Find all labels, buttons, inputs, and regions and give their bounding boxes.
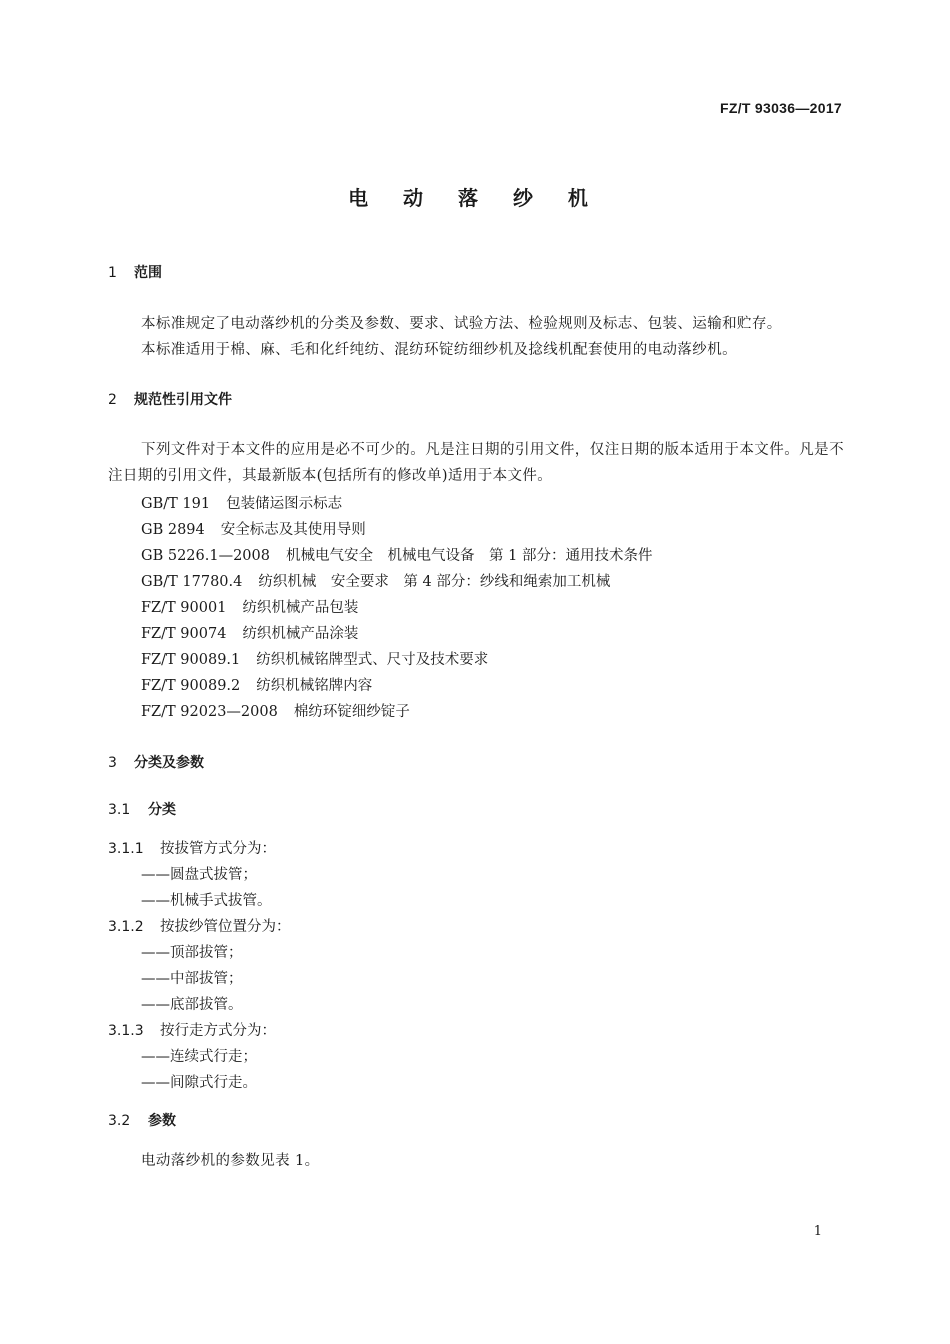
section-2-heading [108,389,232,409]
reference-code: GB/T 191 [141,496,211,512]
section-title: 分类及参数 [134,755,204,771]
clause-number: 3.1.3 [108,1023,144,1039]
reference-item [141,674,372,695]
reference-item [141,518,366,539]
reference-code: FZ/T 90074 [141,626,227,642]
reference-item [141,648,488,669]
reference-item [141,700,410,721]
reference-item [141,544,652,565]
reference-code: FZ/T 90001 [141,600,227,616]
subsection-3-1-heading [108,799,176,819]
reference-item [141,596,358,617]
list-item: ——间隙式行走。 [141,1075,257,1091]
reference-code: FZ/T 90089.2 [141,678,241,694]
section-number: 3 [108,755,117,771]
references-intro: 下列文件对于本文件的应用是必不可少的。凡是注日期的引用文件，仅注日期的版本适用于本文件。凡是不注日期的引用文件，其最新版本(包括所有的修改单)适用于本文件。 [108,442,844,484]
reference-item [141,622,358,643]
section-number: 1 [108,265,117,281]
reference-title: 包装储运图示标志 [226,496,343,512]
paragraph: 电动落纱机的参数见表 1。 [141,1153,320,1169]
section-number: 2 [108,392,117,408]
reference-title: 安全标志及其使用导则 [220,522,366,538]
clause-3-1-3 [108,1019,276,1040]
reference-title: 纺织机械铭牌内容 [256,678,373,694]
clause-text: 按行走方式分为： [160,1023,276,1039]
reference-title: 纺织机械 安全要求 第 4 部分：纱线和绳索加工机械 [258,574,611,590]
paragraph: 本标准适用于棉、麻、毛和化纤纯纺、混纺环锭纺细纱机及捻线机配套使用的电动落纱机。 [141,342,737,358]
clause-text: 按拔管方式分为： [160,841,276,857]
list-item: ——圆盘式拔管； [141,867,257,883]
section-3-heading [108,752,204,772]
reference-code: GB/T 17780.4 [141,574,243,590]
reference-code: GB 2894 [141,522,205,538]
clause-3-1-2 [108,915,291,936]
reference-item [141,570,610,591]
subsection-number: 3.1 [108,802,131,818]
reference-code: FZ/T 90089.1 [141,652,241,668]
paragraph: 本标准规定了电动落纱机的分类及参数、要求、试验方法、检验规则及标志、包装、运输和贮存。 [141,316,782,332]
list-item: ——连续式行走； [141,1049,257,1065]
clause-number: 3.1.2 [108,919,144,935]
subsection-title: 分类 [148,802,176,818]
reference-code: GB 5226.1—2008 [141,548,270,564]
clause-text: 按拔纱管位置分为： [160,919,291,935]
section-title: 规范性引用文件 [134,392,232,408]
list-item: ——底部拔管。 [141,997,243,1013]
list-item: ——中部拔管； [141,971,243,987]
reference-title: 纺织机械铭牌型式、尺寸及技术要求 [256,652,489,668]
page-title: 电 动 落 纱 机 [348,186,602,210]
section-title: 范围 [134,265,162,281]
subsection-title: 参数 [148,1113,176,1129]
reference-title: 纺织机械产品涂装 [242,626,359,642]
subsection-3-2-heading [108,1110,176,1130]
reference-title: 纺织机械产品包装 [242,600,359,616]
standard-code: FZ/T 93036—2017 [719,100,842,116]
section-1-heading [108,262,162,282]
clause-number: 3.1.1 [108,841,144,857]
reference-title: 机械电气安全 机械电气设备 第 1 部分：通用技术条件 [286,548,653,564]
clause-3-1-1 [108,837,276,858]
list-item: ——机械手式拔管。 [141,893,272,909]
page-number: 1 [813,1224,822,1239]
list-item: ——顶部拔管； [141,945,243,961]
reference-code: FZ/T 92023—2008 [141,704,278,720]
subsection-number: 3.2 [108,1113,131,1129]
reference-title: 棉纺环锭细纱锭子 [293,704,410,720]
reference-item [141,492,342,513]
